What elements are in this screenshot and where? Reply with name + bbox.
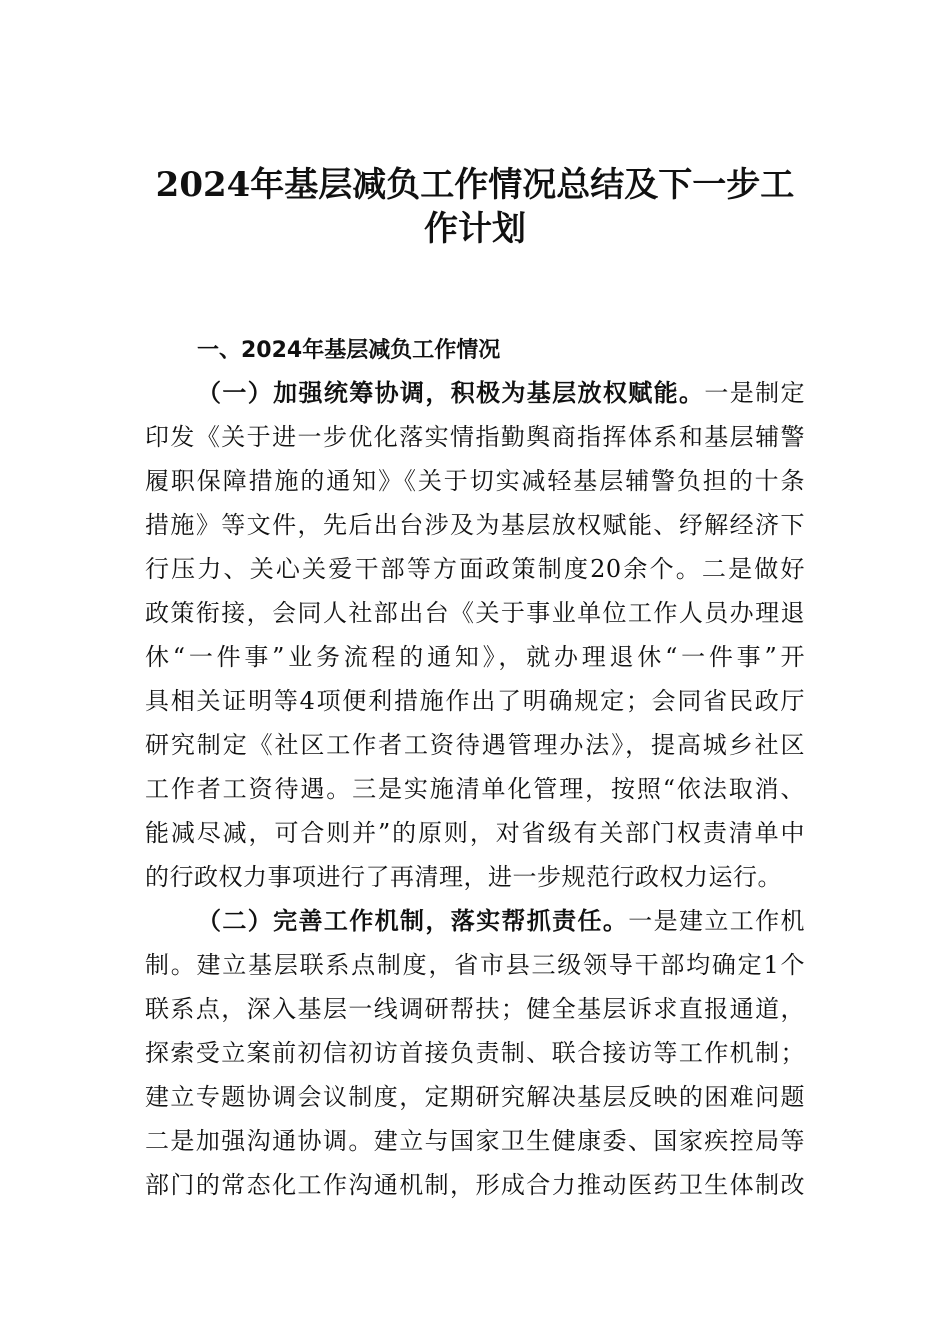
paragraph-1-line: 休“一件事”业务流程的通知》，就办理退休“一件事”开 <box>145 643 805 671</box>
paragraph-2-first-line <box>197 905 805 937</box>
paragraph-2-line: 部门的常态化工作沟通机制，形成合力推动医药卫生体制改 <box>145 1171 805 1199</box>
paragraph-1-line: 工作者工资待遇。三是实施清单化管理，按照“依法取消、 <box>145 775 805 803</box>
paragraph-2-line-1-rest: 一是建立工作机 <box>628 907 805 935</box>
document-title-line-2: 作计划 <box>424 209 526 249</box>
paragraph-1-line: 政策衔接，会同人社部出台《关于事业单位工作人员办理退 <box>145 599 805 627</box>
paragraph-1-line: 能减尽减，可合则并”的原则，对省级有关部门权责清单中 <box>145 819 805 847</box>
paragraph-2-lead: （二）完善工作机制，落实帮抓责任。 <box>197 906 629 935</box>
paragraph-1-line: 履职保障措施的通知》《关于切实减轻基层辅警负担的十条 <box>145 467 805 495</box>
paragraph-1-line: 印发《关于进一步优化落实情指勤舆商指挥体系和基层辅警 <box>145 423 805 451</box>
paragraph-2-line: 二是加强沟通协调。建立与国家卫生健康委、国家疾控局等 <box>145 1127 805 1155</box>
paragraph-2-line: 探索受立案前初信初访首接负责制、联合接访等工作机制； <box>145 1039 805 1067</box>
paragraph-1-last-line: 的行政权力事项进行了再清理，进一步规范行政权力运行。 <box>145 863 782 891</box>
paragraph-1-line: 研究制定《社区工作者工资待遇管理办法》，提高城乡社区 <box>145 731 805 759</box>
paragraph-1-line: 措施》等文件，先后出台涉及为基层放权赋能、纾解经济下 <box>145 511 805 539</box>
section-heading: 一、2024年基层减负工作情况 <box>197 338 501 363</box>
paragraph-1-line: 具相关证明等4项便利措施作出了明确规定；会同省民政厅 <box>145 687 805 715</box>
paragraph-1-lead: （一）加强统筹协调，积极为基层放权赋能。 <box>197 378 705 407</box>
paragraph-2-line: 建立专题协调会议制度，定期研究解决基层反映的困难问题 <box>145 1083 805 1111</box>
paragraph-1-line: 行压力、关心关爱干部等方面政策制度20余个。二是做好 <box>145 555 805 583</box>
paragraph-1-first-line <box>197 377 805 409</box>
paragraph-2-line: 联系点，深入基层一线调研帮扶；健全基层诉求直报通道， <box>145 995 805 1023</box>
paragraph-1-line-1-rest: 一是制定 <box>704 379 805 407</box>
paragraph-2-line: 制。建立基层联系点制度，省市县三级领导干部均确定1个 <box>145 951 805 979</box>
document-title-line-1: 2024年基层减负工作情况总结及下一步工 <box>155 165 795 205</box>
